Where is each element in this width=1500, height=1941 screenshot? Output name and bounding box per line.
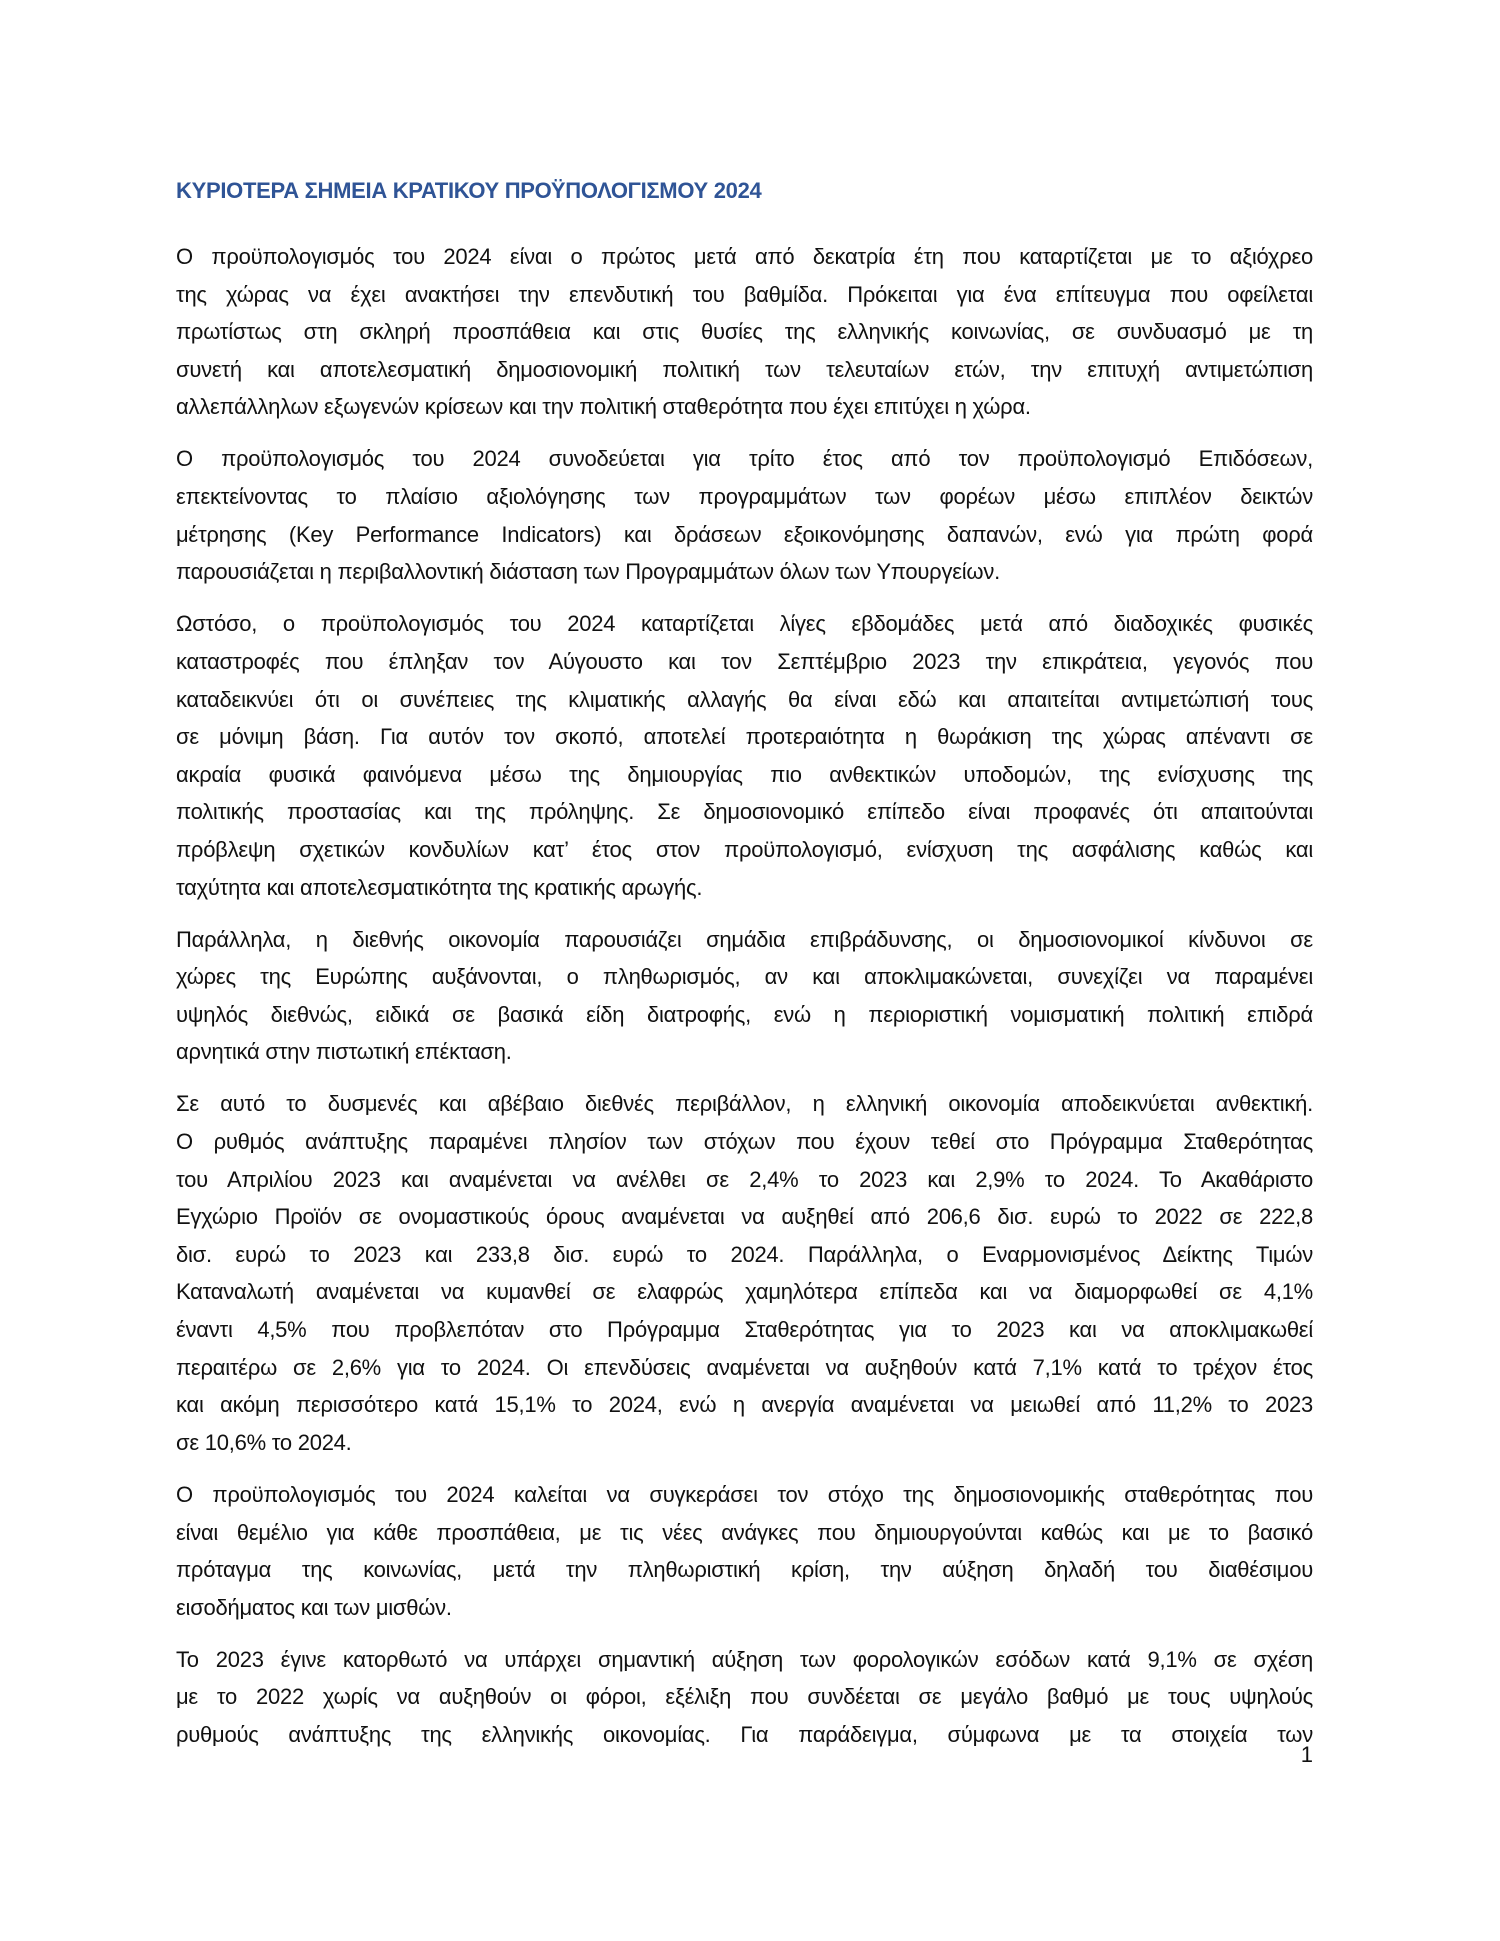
paragraph-line: υψηλός διεθνώς, ειδικά σε βασικά είδη διατροφής, ενώ η περιοριστική νομισματική πολιτική επιδρά [176, 1001, 1313, 1027]
paragraph-line: πρόταγμα της κοινωνίας, μετά την πληθωριστική κρίση, την αύξηση δηλαδή του διαθέσιμου [176, 1557, 1313, 1583]
document-body [176, 238, 1313, 1768]
paragraph-line: Καταναλωτή αναμένεται να κυμανθεί σε ελαφρώς χαμηλότερα επίπεδα και να διαμορφωθεί σε 4,1% [176, 1279, 1313, 1305]
paragraph-line: Ο ρυθμός ανάπτυξης παραμένει πλησίον των στόχων που έχουν τεθεί στο Πρόγραμμα Σταθερότητας [176, 1129, 1313, 1155]
paragraph-line: σε μόνιμη βάση. Για αυτόν τον σκοπό, αποτελεί προτεραιότητα η θωράκιση της χώρας απέναντι σε [176, 724, 1313, 750]
paragraph-line: Το 2023 έγινε κατορθωτό να υπάρχει σημαντική αύξηση των φορολογικών εσόδων κατά 9,1% σε σχέση [176, 1646, 1313, 1672]
paragraph-line: πολιτικής προστασίας και της πρόληψης. Σε δημοσιονομικό επίπεδο είναι προφανές ότι απαιτούνται [176, 799, 1313, 825]
paragraph-line: παρουσιάζεται η περιβαλλοντική διάσταση των Προγραμμάτων όλων των Υπουργείων. [176, 559, 1000, 585]
paragraph [176, 1641, 1313, 1754]
paragraph-line: χώρες της Ευρώπης αυξάνονται, ο πληθωρισμός, αν και αποκλιμακώνεται, συνεχίζει να παραμένει [176, 964, 1313, 990]
paragraph-line: μέτρησης (Key Performance Indicators) και δράσεων εξοικονόμησης δαπανών, ενώ για πρώτη φορά [176, 521, 1313, 547]
paragraph [176, 921, 1313, 1071]
paragraph-line: έναντι 4,5% που προβλεπόταν στο Πρόγραμμα Σταθερότητας για το 2023 και να αποκλιμακωθεί [176, 1317, 1313, 1343]
paragraph-line: του Απριλίου 2023 και αναμένεται να ανέλθει σε 2,4% το 2023 και 2,9% το 2024. Το Ακαθάριστο [176, 1166, 1313, 1192]
paragraph-line: Εγχώριο Προϊόν σε ονομαστικούς όρους αναμένεται να αυξηθεί από 206,6 δισ. ευρώ το 2022 σε 222,8 [176, 1204, 1313, 1230]
paragraph-line: αλλεπάλληλων εξωγενών κρίσεων και την πολιτική σταθερότητα που έχει επιτύχει η χώρα. [176, 394, 1031, 420]
paragraph-line: καταδεικνύει ότι οι συνέπειες της κλιματικής αλλαγής θα είναι εδώ και απαιτείται αντιμετώπισή τους [176, 686, 1313, 712]
paragraph-line: περαιτέρω σε 2,6% για το 2024. Οι επενδύσεις αναμένεται να αυξηθούν κατά 7,1% κατά το τρέχον έτος [176, 1354, 1313, 1380]
paragraph-line: ρυθμούς ανάπτυξης της ελληνικής οικονομίας. Για παράδειγμα, σύμφωνα με τα στοιχεία των [176, 1721, 1313, 1747]
paragraph-line: Σε αυτό το δυσμενές και αβέβαιο διεθνές περιβάλλον, η ελληνική οικονομία αποδεικνύεται ανθεκτική. [176, 1091, 1313, 1117]
paragraph-line: ταχύτητα και αποτελεσματικότητα της κρατικής αρωγής. [176, 874, 703, 900]
paragraph-line: πρωτίστως στη σκληρή προσπάθεια και στις θυσίες της ελληνικής κοινωνίας, σε συνδυασμό με τη [176, 319, 1313, 345]
paragraph-line: Ωστόσο, ο προϋπολογισμός του 2024 καταρτίζεται λίγες εβδομάδες μετά από διαδοχικές φυσικές [176, 611, 1313, 637]
paragraph-line: επεκτείνοντας το πλαίσιο αξιολόγησης των προγραμμάτων των φορέων μέσω επιπλέον δεικτών [176, 484, 1313, 510]
paragraph-line: είναι θεμέλιο για κάθε προσπάθεια, με τις νέες ανάγκες που δημιουργούνται καθώς και με το βασικό [176, 1519, 1313, 1545]
paragraph [176, 1085, 1313, 1461]
paragraph-line: αρνητικά στην πιστωτική επέκταση. [176, 1039, 512, 1065]
paragraph-line: Ο προϋπολογισμός του 2024 είναι ο πρώτος μετά από δεκατρία έτη που καταρτίζεται με το αξιόχρεο [176, 244, 1313, 269]
paragraph-line: καταστροφές που έπληξαν τον Αύγουστο και τον Σεπτέμβριο 2023 την επικράτεια, γεγονός που [176, 648, 1313, 674]
paragraph-line: σε 10,6% το 2024. [176, 1429, 352, 1455]
paragraph-line: συνετή και αποτελεσματική δημοσιονομική πολιτική των τελευταίων ετών, την επιτυχή αντιμετώπιση [176, 356, 1313, 382]
paragraph [176, 1476, 1313, 1626]
paragraph-line: και ακόμη περισσότερο κατά 15,1% το 2024, ενώ η ανεργία αναμένεται να μειωθεί από 11,2% το 2023 [176, 1392, 1313, 1418]
paragraph-line: δισ. ευρώ το 2023 και 233,8 δισ. ευρώ το 2024. Παράλληλα, ο Εναρμονισμένος Δείκτης Τιμών [176, 1241, 1313, 1267]
paragraph [176, 440, 1313, 590]
page-number: 1 [1300, 1742, 1313, 1767]
paragraph-line: πρόβλεψη σχετικών κονδυλίων κατ’ έτος στον προϋπολογισμό, ενίσχυση της ασφάλισης καθώς και [176, 836, 1313, 862]
paragraph-line: Ο προϋπολογισμός του 2024 συνοδεύεται για τρίτο έτος από τον προϋπολογισμό Επιδόσεων, [176, 446, 1313, 472]
paragraph-line: της χώρας να έχει ανακτήσει την επενδυτική του βαθμίδα. Πρόκειται για ένα επίτευγμα που οφείλεται [176, 281, 1313, 307]
paragraph-line: ακραία φυσικά φαινόμενα μέσω της δημιουργίας πιο ανθεκτικών υποδομών, της ενίσχυσης της [176, 761, 1313, 787]
paragraph [176, 238, 1313, 426]
paragraph-line: Ο προϋπολογισμός του 2024 καλείται να συγκεράσει τον στόχο της δημοσιονομικής σταθερότητας που [176, 1481, 1313, 1507]
paragraph [176, 605, 1313, 906]
document-title: ΚΥΡΙΟΤΕΡΑ ΣΗΜΕΙΑ ΚΡΑΤΙΚΟΥ ΠΡΟΫΠΟΛΟΓΙΣΜΟΥ 2024 [176, 178, 762, 203]
paragraph-line: Παράλληλα, η διεθνής οικονομία παρουσιάζει σημάδια επιβράδυνσης, οι δημοσιονομικοί κίνδυνοι σε [176, 926, 1313, 952]
paragraph-line: εισοδήματος και των μισθών. [176, 1594, 452, 1620]
paragraph-line: με το 2022 χωρίς να αυξηθούν οι φόροι, εξέλιξη που συνδέεται σε μεγάλο βαθμό με τους υψηλούς [176, 1684, 1313, 1710]
